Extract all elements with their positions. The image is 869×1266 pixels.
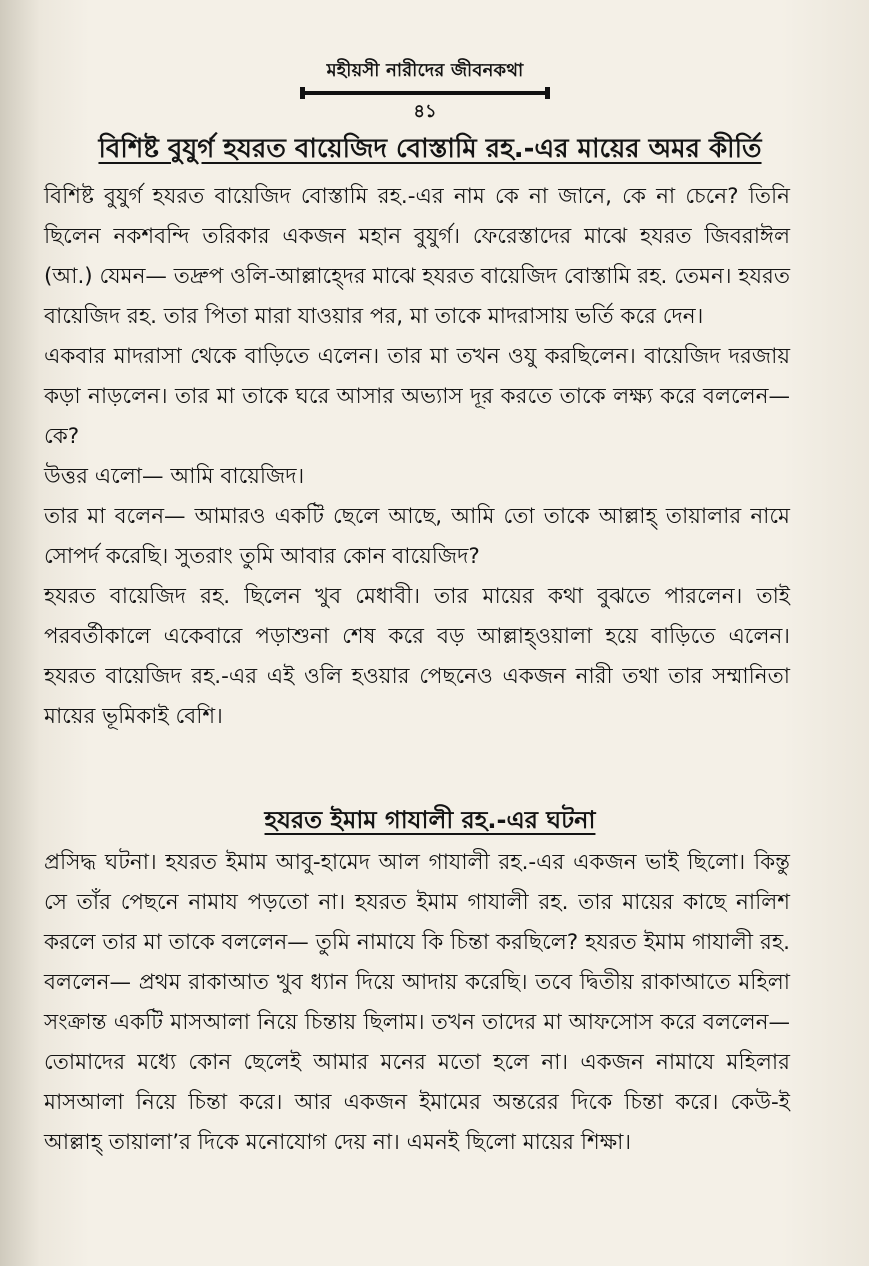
paragraph: হযরত বায়েজিদ রহ. ছিলেন খুব মেধাবী। তার মায়ের কথা বুঝতে পারলেন। তাই পরবর্তীকালে একেবারে পড়াশুনা শেষ করে বড় আল্লাহ্ওয়ালা হয়ে বাড়িতে এলেন। হযরত বায়েজিদ রহ.-এর এই ওলি হওয়ার পেছনেও একজন নারী তথা তার সম্মানিতা মায়ের ভূমিকাই বেশি। (44, 584, 790, 729)
book-title: মহীয়সী নারীদের জীবনকথা (326, 60, 524, 81)
section-body-bayezid (44, 177, 790, 737)
section-body-ghazali (44, 843, 790, 1163)
page-number: ৪১ (413, 101, 437, 122)
paragraph: উত্তর এলো— আমি বায়েজিদ। (44, 464, 305, 489)
section-heading-bayezid: বিশিষ্ট বুযুর্গ হযরত বায়েজিদ বোস্তামি রহ.-এর মায়ের অমর কীর্তি (98, 134, 762, 164)
paragraph: তার মা বলেন— আমারও একটি ছেলে আছে, আমি তো তাকে আল্লাহ্ তায়ালার নামে সোপর্দ করেছি। সুতরাং তুমি আবার কোন বায়েজিদ? (44, 504, 790, 569)
running-header (300, 56, 550, 128)
paragraph: একবার মাদরাসা থেকে বাড়িতে এলেন। তার মা তখন ওযু করছিলেন। বায়েজিদ দরজায় কড়া নাড়লেন। তার মা তাকে ঘরে আসার অভ্যাস দূর করতে তাকে লক্ষ্য করে বললেন— কে? (44, 344, 790, 449)
paragraph: প্রসিদ্ধ ঘটনা। হযরত ইমাম আবু-হামেদ আল গাযালী রহ.-এর একজন ভাই ছিলো। কিন্তু সে তাঁর পেছনে নামায পড়তো না। হযরত ইমাম গাযালী রহ. তার মায়ের কাছে নালিশ করলে তার মা তাকে বললেন— তুমি নামাযে কি চিন্তা করছিলে? হযরত ইমাম গাযালী রহ. বললেন— প্রথম রাকাআত খুব ধ্যান দিয়ে আদায় করেছি। তবে দ্বিতীয় রাকাআতে মহিলা সংক্রান্ত একটি মাসআলা নিয়ে চিন্তায় ছিলাম। তখন তাদের মা আফসোস করে বললেন— তোমাদের মধ্যে কোন ছেলেই আমার মনের মতো হলে না। একজন নামাযে মহিলার মাসআলা নিয়ে চিন্তা করে। আর একজন ইমামের অন্তরের দিকে চিন্তা করে। কেউ-ই আল্লাহ্ তায়ালা’র দিকে মনোযোগ দেয় না। এমনই ছিলো মায়ের শিক্ষা। (44, 850, 790, 1155)
header-rule (300, 91, 550, 95)
paragraph: বিশিষ্ট বুযুর্গ হযরত বায়েজিদ বোস্তামি রহ.-এর নাম কে না জানে, কে না চেনে? তিনি ছিলেন নকশবন্দি তরিকার একজন মহান বুযুর্গ। ফেরেস্তাদের মাঝে হযরত জিবরাঈল (আ.) যেমন— তদ্রুপ ওলি-আল্লাহ্দের মাঝে হযরত বায়েজিদ বোস্তামি রহ. তেমন। হযরত বায়েজিদ রহ. তার পিতা মারা যাওয়ার পর, মা তাকে মাদরাসায় ভর্তি করে দেন। (44, 184, 790, 329)
section-heading-ghazali: হযরত ইমাম গাযালী রহ.-এর ঘটনা (264, 806, 596, 834)
